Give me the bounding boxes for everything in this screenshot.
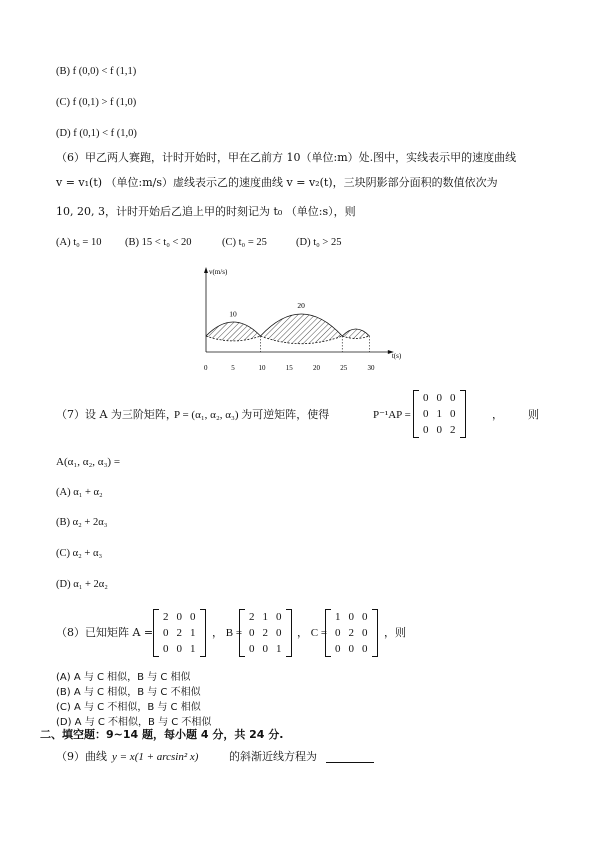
q8-c-cell-1-2: 0	[362, 627, 368, 639]
q7-option-a: (A) α₁ + α₂	[56, 487, 103, 498]
q6-line-2: v = v₁(t) （单位:m/s）虚线表示乙的速度曲线 v = v₂(t)，三块阴影部分面积的数值依次为	[56, 176, 498, 189]
q7-matrix	[413, 390, 466, 438]
q8-b-cell-0-0: 2	[249, 611, 255, 623]
q8-b-cell-0-2: 0	[276, 611, 282, 623]
q5-option-d: (D) f (0,1) < f (1,0)	[56, 128, 137, 139]
q7-p-definition: P = (α₁, α₂, α₃) 为可逆矩阵，使得	[174, 409, 330, 421]
q7-expression: A(α₁, α₂, α₃) =	[56, 456, 121, 468]
q8-a-cell-1-1: 2	[176, 627, 182, 639]
q6-line-1: （6）甲乙两人赛跑，计时开始时，甲在乙前方 10（单位:m）处.图中，实线表示甲的速度曲线	[56, 151, 517, 164]
q7-matrix-cell-2-0: 0	[423, 424, 429, 436]
q9-answer-blank	[326, 752, 374, 763]
q8-b-cell-1-2: 0	[276, 627, 282, 639]
x-tick-25: 25	[340, 364, 348, 372]
q8-b-cell-2-2: 1	[276, 643, 282, 655]
q7-pap: P⁻¹AP =	[373, 409, 411, 421]
q7-option-c: (C) α₂ + α₃	[56, 548, 103, 559]
x-axis-label: t(s)	[391, 352, 402, 360]
q7-matrix-cell-1-0: 0	[423, 408, 429, 420]
q9-formula: y = x(1 + arcsin² x)	[112, 751, 199, 763]
q8-b-cell-1-1: 2	[262, 627, 268, 639]
q8-sep-b: ， B =	[212, 627, 243, 639]
q6-option-b: (B) 15 < t₀ < 20	[125, 237, 192, 248]
q6-option-c: (C) t₀ = 25	[222, 237, 267, 248]
q9-tail: 的斜渐近线方程为	[229, 750, 317, 763]
q8-a-cell-0-1: 0	[176, 611, 182, 623]
q8-c-cell-1-0: 0	[335, 627, 341, 639]
region-1-label: 10	[229, 309, 237, 319]
x-tick-15: 15	[285, 364, 293, 372]
q8-a-cell-0-0: 2	[163, 611, 169, 623]
q8-a-cell-0-2: 0	[190, 611, 196, 623]
q8-b-cell-2-0: 0	[249, 643, 255, 655]
q8-sep-c: ， C =	[297, 627, 328, 639]
q6-option-d: (D) t₀ > 25	[296, 237, 342, 248]
q8-b-cell-0-1: 1	[262, 611, 268, 623]
q7-ze: 则	[528, 408, 539, 421]
q5-option-c: (C) f (0,1) > f (1,0)	[56, 97, 137, 108]
q8-c-cell-0-0: 1	[335, 611, 341, 623]
q8-a-cell-2-2: 1	[190, 643, 196, 655]
q8-option-d: (D) A 与 C 不相似，B 与 C 不相似	[56, 717, 212, 728]
q8-a-cell-2-1: 0	[176, 643, 182, 655]
x-tick-10: 10	[258, 364, 266, 372]
q8-a-cell-2-0: 0	[163, 643, 169, 655]
q8-option-c: (C) A 与 C 不相似，B 与 C 相似	[56, 702, 201, 713]
q8-a-cell-1-0: 0	[163, 627, 169, 639]
q8-tail: ，则	[384, 626, 406, 639]
x-tick-5: 5	[231, 364, 235, 372]
q7-matrix-cell-0-2: 0	[450, 392, 456, 404]
q8-c-cell-2-0: 0	[335, 643, 341, 655]
x-tick-30: 30	[367, 364, 375, 372]
q8-a-cell-1-2: 1	[190, 627, 196, 639]
q8-b-cell-2-1: 0	[262, 643, 268, 655]
y-axis-arrow	[204, 267, 208, 273]
q9-lead: （9）曲线	[56, 750, 107, 763]
q8-c-cell-1-1: 2	[348, 627, 354, 639]
q8-lead: （8）已知矩阵 A =	[56, 626, 154, 639]
q7-matrix-cell-1-1: 1	[436, 408, 442, 420]
q8-option-b: (B) A 与 C 相似，B 与 C 不相似	[56, 687, 201, 698]
velocity-chart	[190, 264, 405, 379]
q8-matrix-c	[325, 609, 378, 657]
q7-matrix-cell-0-0: 0	[423, 392, 429, 404]
q8-c-cell-0-1: 0	[348, 611, 354, 623]
q7-lead: （7）设 A 为三阶矩阵，	[56, 408, 177, 421]
q8-matrix-a	[153, 609, 206, 657]
q7-matrix-cell-0-1: 0	[436, 392, 442, 404]
q7-option-d: (D) α₁ + 2α₂	[56, 579, 108, 590]
q7-matrix-cell-2-2: 2	[450, 424, 456, 436]
q5-option-b: (B) f (0,0) < f (1,1)	[56, 66, 137, 77]
q8-c-cell-0-2: 0	[362, 611, 368, 623]
x-tick-0: 0	[204, 364, 208, 372]
q7-comma: ，	[492, 408, 503, 421]
section-2-heading: 二、填空题：9~14 题，每小题 4 分，共 24 分.	[40, 728, 284, 741]
q8-matrix-b	[239, 609, 292, 657]
q8-option-a: (A) A 与 C 相似，B 与 C 相似	[56, 672, 191, 683]
q7-matrix-cell-2-1: 0	[436, 424, 442, 436]
x-tick-20: 20	[313, 364, 320, 372]
region-2-label: 20	[297, 300, 305, 310]
q8-c-cell-2-2: 0	[362, 643, 368, 655]
q7-matrix-cell-1-2: 0	[450, 408, 456, 420]
q6-option-a: (A) t₀ = 10	[56, 237, 102, 248]
q6-line-3: 10, 20, 3，计时开始后乙追上甲的时刻记为 t₀ （单位:s），则	[56, 205, 356, 218]
q7-option-b: (B) α₂ + 2α₃	[56, 517, 108, 528]
region-2-fill	[261, 314, 343, 344]
region-1-fill	[206, 322, 261, 341]
q8-c-cell-2-1: 0	[348, 643, 354, 655]
y-axis-label: v(m/s)	[209, 268, 228, 276]
q8-b-cell-1-0: 0	[249, 627, 255, 639]
